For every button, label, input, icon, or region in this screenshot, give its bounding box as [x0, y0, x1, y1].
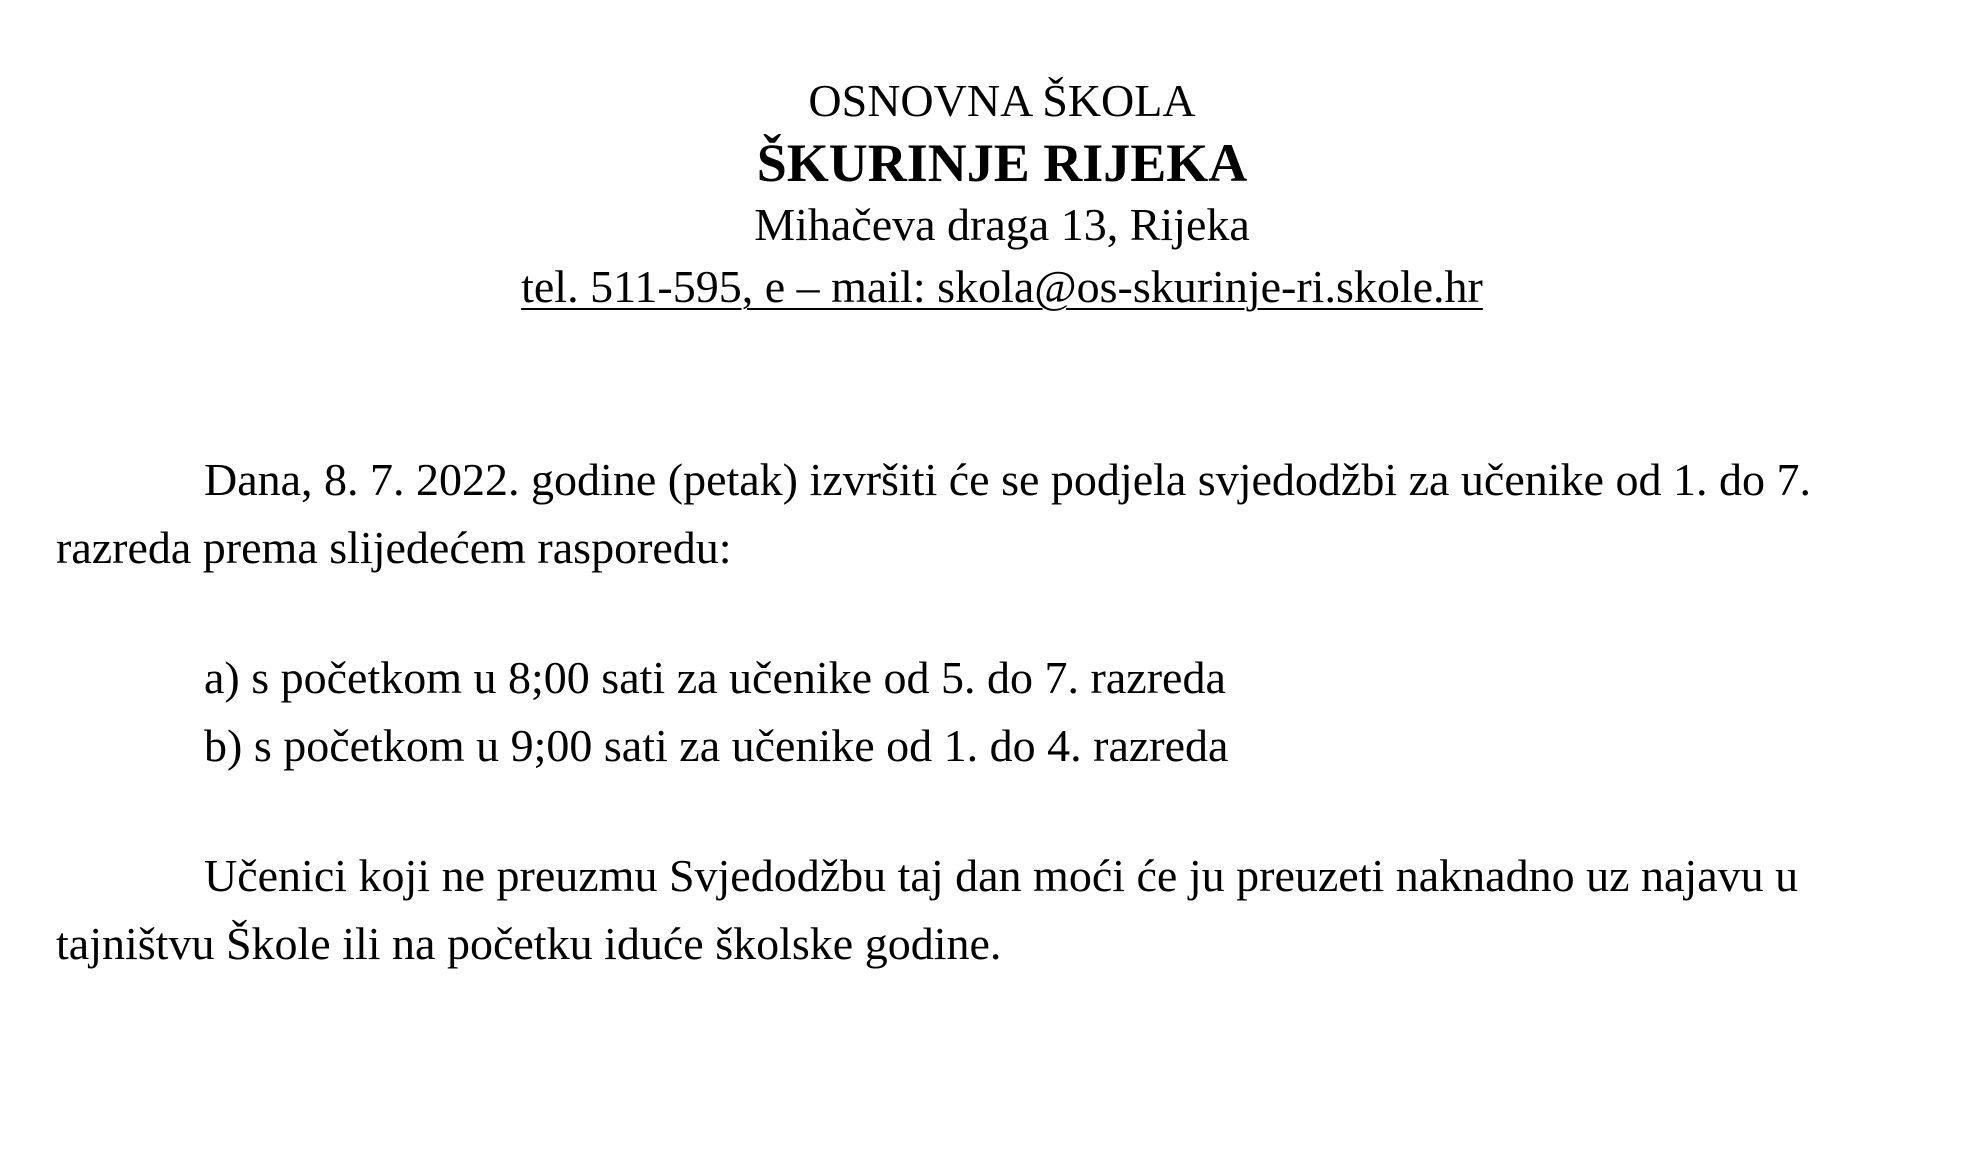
school-address: Mihačeva draga 13, Rijeka: [754, 199, 1250, 250]
schedule-item: b) s početkom u 9;00 sati za učenike od 1. do 4. razreda: [204, 720, 1229, 771]
schedule-item: a) s početkom u 8;00 sati za učenike od 5. do 7. razreda: [204, 652, 1226, 703]
pickup-note-paragraph: Učenici koji ne preuzmu Svjedodžbu taj dan moći će ju preuzeti naknadno uz najavu u tajništvu Škole ili na početku iduće školske godine.: [56, 850, 1799, 969]
letterhead: [0, 70, 1971, 318]
announcement-paragraph: Dana, 8. 7. 2022. godine (petak) izvršiti će se podjela svjedodžbi za učenike od 1. do 7. razreda prema slijedećem rasporedu:: [56, 454, 1811, 573]
school-type: OSNOVNA ŠKOLA: [808, 75, 1196, 126]
schedule-list: [56, 644, 1951, 780]
school-contact: tel. 511-595, e – mail: skola@os-skurinje-ri.skole.hr: [521, 261, 1483, 312]
school-name: ŠKURINJE RIJEKA: [756, 133, 1248, 193]
